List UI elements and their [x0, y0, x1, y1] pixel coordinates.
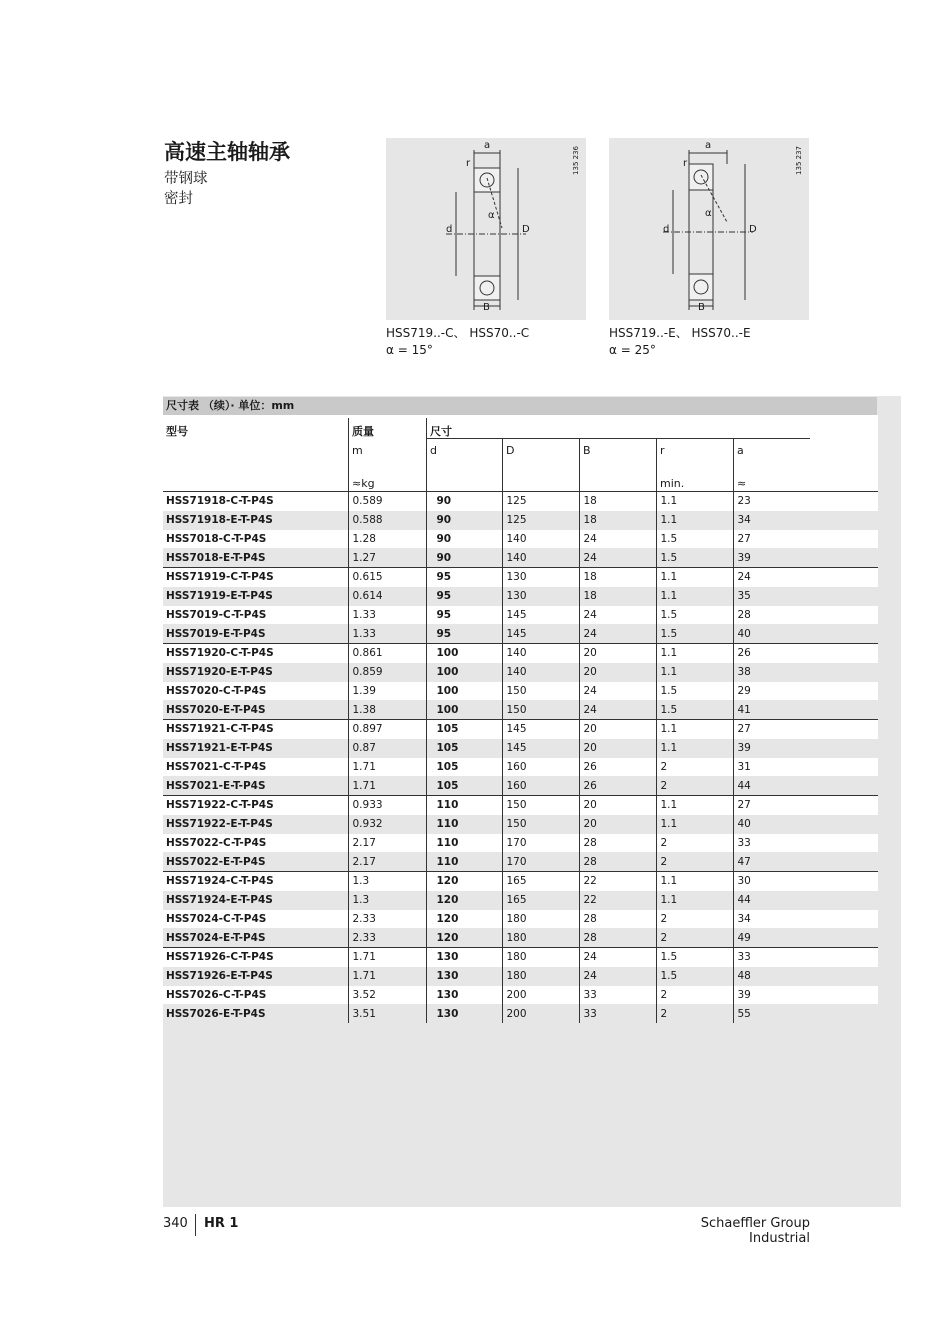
- cell-outer-D: 170: [502, 834, 579, 853]
- cell-width-B: 20: [579, 739, 656, 758]
- cell-bore-d: 100: [426, 644, 502, 663]
- col-divider: [502, 438, 503, 492]
- cell-radius-r: 1.1: [656, 796, 733, 815]
- cell-radius-r: 1.5: [656, 967, 733, 986]
- table-row: [163, 682, 878, 701]
- dimension-label-alpha: α: [488, 210, 495, 221]
- table-row: [163, 815, 878, 834]
- table-row: [163, 568, 878, 587]
- figure-number: 135 236: [572, 146, 580, 175]
- cell-radius-r: 1.5: [656, 548, 733, 567]
- cell-width-B: 22: [579, 872, 656, 891]
- cell-pressure-point-a: 39: [733, 739, 878, 758]
- cell-designation: HSS71918-C-T-P4S: [163, 492, 348, 511]
- table-row: [163, 872, 878, 891]
- cell-width-B: 24: [579, 700, 656, 719]
- cell-outer-D: 180: [502, 928, 579, 947]
- cell-bore-d: 90: [426, 492, 502, 511]
- cell-pressure-point-a: 33: [733, 834, 878, 853]
- cell-pressure-point-a: 47: [733, 852, 878, 871]
- cell-outer-D: 140: [502, 530, 579, 549]
- cell-designation: HSS71924-C-T-P4S: [163, 872, 348, 891]
- cell-outer-D: 140: [502, 663, 579, 682]
- cell-width-B: 18: [579, 492, 656, 511]
- cell-mass: 0.859: [348, 663, 426, 682]
- cell-bore-d: 90: [426, 548, 502, 567]
- cell-bore-d: 110: [426, 852, 502, 871]
- cell-outer-D: 170: [502, 852, 579, 871]
- cell-width-B: 24: [579, 530, 656, 549]
- cell-mass: 1.71: [348, 758, 426, 777]
- header-a: a: [737, 444, 744, 457]
- table-row: [163, 644, 878, 663]
- cell-designation: HSS71921-E-T-P4S: [163, 739, 348, 758]
- cell-bore-d: 100: [426, 663, 502, 682]
- bearing-figure-c: [386, 138, 586, 320]
- page-title: 高速主轴轴承: [164, 140, 290, 164]
- cell-mass: 1.71: [348, 948, 426, 967]
- cell-width-B: 20: [579, 796, 656, 815]
- cell-radius-r: 2: [656, 776, 733, 795]
- cell-designation: HSS7021-C-T-P4S: [163, 758, 348, 777]
- cell-pressure-point-a: 28: [733, 606, 878, 625]
- cell-bore-d: 110: [426, 796, 502, 815]
- cell-outer-D: 200: [502, 986, 579, 1005]
- cell-radius-r: 2: [656, 1004, 733, 1023]
- table-row: [163, 758, 878, 777]
- cell-radius-r: 2: [656, 986, 733, 1005]
- cell-designation: HSS7024-E-T-P4S: [163, 928, 348, 947]
- cell-mass: 0.588: [348, 511, 426, 530]
- table-row: [163, 624, 878, 643]
- cell-outer-D: 125: [502, 511, 579, 530]
- cell-outer-D: 165: [502, 891, 579, 910]
- dimension-label-a: a: [705, 140, 712, 151]
- cell-width-B: 26: [579, 776, 656, 795]
- cell-pressure-point-a: 41: [733, 700, 878, 719]
- cell-mass: 1.3: [348, 891, 426, 910]
- dimension-label-d: d: [446, 224, 453, 235]
- cell-outer-D: 145: [502, 606, 579, 625]
- cell-designation: HSS71919-E-T-P4S: [163, 587, 348, 606]
- cell-bore-d: 110: [426, 815, 502, 834]
- cell-outer-D: 180: [502, 948, 579, 967]
- cell-radius-r: 1.5: [656, 700, 733, 719]
- cell-mass: 0.614: [348, 587, 426, 606]
- cell-outer-D: 165: [502, 872, 579, 891]
- cell-width-B: 20: [579, 720, 656, 739]
- footer-separator: [195, 1214, 196, 1236]
- table-row: [163, 776, 878, 795]
- cell-pressure-point-a: 27: [733, 796, 878, 815]
- cell-mass: 0.589: [348, 492, 426, 511]
- cell-width-B: 18: [579, 587, 656, 606]
- cell-designation: HSS7022-C-T-P4S: [163, 834, 348, 853]
- table-row: [163, 606, 878, 625]
- table-body: [163, 492, 878, 1023]
- cell-width-B: 28: [579, 852, 656, 871]
- cell-mass: 1.28: [348, 530, 426, 549]
- cell-radius-r: 2: [656, 758, 733, 777]
- header-r: r: [660, 444, 665, 457]
- cell-pressure-point-a: 26: [733, 644, 878, 663]
- cell-outer-D: 130: [502, 568, 579, 587]
- dimension-label-D-outer: D: [749, 224, 757, 235]
- cell-mass: 1.27: [348, 548, 426, 567]
- cell-designation: HSS7026-C-T-P4S: [163, 986, 348, 1005]
- cell-width-B: 28: [579, 910, 656, 929]
- cell-radius-r: 1.1: [656, 644, 733, 663]
- header-designation: 型号: [166, 425, 188, 438]
- table-header: [163, 415, 878, 492]
- cell-bore-d: 95: [426, 606, 502, 625]
- cell-outer-D: 140: [502, 644, 579, 663]
- figure-caption-e: HSS719..-E、 HSS70..-E: [609, 326, 751, 340]
- cell-bore-d: 90: [426, 511, 502, 530]
- cell-bore-d: 130: [426, 1004, 502, 1023]
- cell-mass: 2.17: [348, 852, 426, 871]
- cell-pressure-point-a: 35: [733, 587, 878, 606]
- cell-mass: 1.3: [348, 872, 426, 891]
- bearing-cross-section-c: [386, 138, 586, 320]
- cell-bore-d: 105: [426, 776, 502, 795]
- cell-designation: HSS71919-C-T-P4S: [163, 568, 348, 587]
- col-divider: [348, 418, 349, 492]
- cell-designation: HSS71926-C-T-P4S: [163, 948, 348, 967]
- cell-width-B: 22: [579, 891, 656, 910]
- cell-outer-D: 150: [502, 682, 579, 701]
- cell-radius-r: 1.1: [656, 511, 733, 530]
- cell-width-B: 28: [579, 834, 656, 853]
- cell-bore-d: 120: [426, 910, 502, 929]
- dimension-label-a: a: [484, 140, 491, 151]
- cell-radius-r: 2: [656, 910, 733, 929]
- cell-designation: HSS71926-E-T-P4S: [163, 967, 348, 986]
- cell-bore-d: 105: [426, 739, 502, 758]
- table-caption: 尺寸表 （续）· 单位：mm: [163, 397, 877, 415]
- cell-mass: 2.33: [348, 928, 426, 947]
- page-subtitle-steel-balls: 带钢球: [164, 171, 208, 187]
- table-row: [163, 663, 878, 682]
- cell-designation: HSS7020-C-T-P4S: [163, 682, 348, 701]
- cell-radius-r: 2: [656, 852, 733, 871]
- table-row: [163, 720, 878, 739]
- header-d: d: [430, 444, 437, 457]
- cell-radius-r: 1.1: [656, 492, 733, 511]
- cell-mass: 1.38: [348, 700, 426, 719]
- cell-radius-r: 1.5: [656, 530, 733, 549]
- cell-designation: HSS7026-E-T-P4S: [163, 1004, 348, 1023]
- table-row: [163, 739, 878, 758]
- section-label: HR 1: [204, 1216, 239, 1231]
- cell-mass: 1.33: [348, 606, 426, 625]
- cell-outer-D: 160: [502, 776, 579, 795]
- table-row: [163, 530, 878, 549]
- cell-designation: HSS7024-C-T-P4S: [163, 910, 348, 929]
- header-D: D: [506, 444, 515, 457]
- bearing-figure-e: [609, 138, 809, 320]
- cell-radius-r: 2: [656, 834, 733, 853]
- cell-radius-r: 1.1: [656, 663, 733, 682]
- cell-bore-d: 130: [426, 948, 502, 967]
- cell-mass: 2.33: [348, 910, 426, 929]
- col-divider: [579, 438, 580, 492]
- cell-pressure-point-a: 23: [733, 492, 878, 511]
- header-divider: [426, 438, 810, 439]
- cell-pressure-point-a: 38: [733, 663, 878, 682]
- cell-designation: HSS71922-C-T-P4S: [163, 796, 348, 815]
- cell-designation: HSS71921-C-T-P4S: [163, 720, 348, 739]
- cell-pressure-point-a: 29: [733, 682, 878, 701]
- dimension-label-D-outer: D: [522, 224, 530, 235]
- cell-mass: 1.39: [348, 682, 426, 701]
- cell-bore-d: 95: [426, 568, 502, 587]
- table-row: [163, 587, 878, 606]
- cell-bore-d: 100: [426, 682, 502, 701]
- cell-mass: 1.71: [348, 967, 426, 986]
- cell-designation: HSS7019-C-T-P4S: [163, 606, 348, 625]
- cell-mass: 0.615: [348, 568, 426, 587]
- cell-bore-d: 95: [426, 624, 502, 643]
- table-row: [163, 511, 878, 530]
- header-a-approx: ≈: [737, 477, 747, 490]
- cell-outer-D: 150: [502, 815, 579, 834]
- header-dimensions: 尺寸: [430, 425, 452, 438]
- dimension-label-B: B: [483, 302, 490, 313]
- cell-outer-D: 145: [502, 624, 579, 643]
- cell-bore-d: 100: [426, 700, 502, 719]
- cell-designation: HSS71920-C-T-P4S: [163, 644, 348, 663]
- cell-outer-D: 145: [502, 739, 579, 758]
- cell-designation: HSS71922-E-T-P4S: [163, 815, 348, 834]
- table-row: [163, 928, 878, 947]
- figure-angle-c: α = 15°: [386, 343, 433, 357]
- cell-bore-d: 130: [426, 967, 502, 986]
- cell-mass: 0.87: [348, 739, 426, 758]
- col-divider: [656, 438, 657, 492]
- cell-width-B: 24: [579, 967, 656, 986]
- cell-pressure-point-a: 49: [733, 928, 878, 947]
- cell-radius-r: 2: [656, 928, 733, 947]
- header-mass: 质量: [352, 425, 374, 438]
- cell-pressure-point-a: 40: [733, 815, 878, 834]
- cell-bore-d: 105: [426, 720, 502, 739]
- cell-pressure-point-a: 30: [733, 872, 878, 891]
- table-row: [163, 852, 878, 871]
- publisher: Schaeffler Group Industrial: [700, 1216, 810, 1246]
- cell-bore-d: 90: [426, 530, 502, 549]
- header-mass-symbol: m: [352, 444, 363, 457]
- cell-radius-r: 1.5: [656, 682, 733, 701]
- cell-outer-D: 150: [502, 796, 579, 815]
- cell-radius-r: 1.1: [656, 568, 733, 587]
- header-B: B: [583, 444, 591, 457]
- figure-caption-c: HSS719..-C、 HSS70..-C: [386, 326, 530, 340]
- dimension-label-r: r: [683, 158, 688, 169]
- cell-radius-r: 1.5: [656, 606, 733, 625]
- page-subtitle-sealed: 密封: [164, 191, 193, 207]
- cell-width-B: 24: [579, 606, 656, 625]
- table-row: [163, 1004, 878, 1023]
- cell-width-B: 33: [579, 1004, 656, 1023]
- cell-outer-D: 150: [502, 700, 579, 719]
- cell-pressure-point-a: 24: [733, 568, 878, 587]
- header-r-min: min.: [660, 477, 685, 490]
- cell-mass: 2.17: [348, 834, 426, 853]
- cell-width-B: 24: [579, 682, 656, 701]
- cell-width-B: 20: [579, 815, 656, 834]
- cell-pressure-point-a: 39: [733, 548, 878, 567]
- cell-width-B: 33: [579, 986, 656, 1005]
- table-row: [163, 967, 878, 986]
- cell-pressure-point-a: 39: [733, 986, 878, 1005]
- table-row: [163, 796, 878, 815]
- dimension-label-alpha: α: [705, 208, 712, 219]
- cell-outer-D: 125: [502, 492, 579, 511]
- cell-width-B: 24: [579, 624, 656, 643]
- cell-outer-D: 140: [502, 548, 579, 567]
- cell-radius-r: 1.1: [656, 739, 733, 758]
- cell-designation: HSS7018-E-T-P4S: [163, 548, 348, 567]
- cell-designation: HSS71918-E-T-P4S: [163, 511, 348, 530]
- bearing-cross-section-e: [609, 138, 809, 320]
- dimension-label-r: r: [466, 158, 471, 169]
- cell-pressure-point-a: 33: [733, 948, 878, 967]
- cell-mass: 0.933: [348, 796, 426, 815]
- figure-angle-e: α = 25°: [609, 343, 656, 357]
- table-row: [163, 910, 878, 929]
- table-row: [163, 548, 878, 567]
- cell-designation: HSS71924-E-T-P4S: [163, 891, 348, 910]
- cell-radius-r: 1.1: [656, 587, 733, 606]
- cell-bore-d: 120: [426, 872, 502, 891]
- cell-outer-D: 180: [502, 910, 579, 929]
- cell-bore-d: 120: [426, 891, 502, 910]
- cell-radius-r: 1.1: [656, 815, 733, 834]
- cell-designation: HSS7022-E-T-P4S: [163, 852, 348, 871]
- table-row: [163, 834, 878, 853]
- cell-width-B: 20: [579, 644, 656, 663]
- table-row: [163, 891, 878, 910]
- col-divider: [426, 418, 427, 492]
- cell-width-B: 24: [579, 948, 656, 967]
- cell-bore-d: 95: [426, 587, 502, 606]
- dimension-label-d: d: [663, 224, 670, 235]
- dimension-label-B: B: [698, 302, 705, 313]
- cell-bore-d: 130: [426, 986, 502, 1005]
- cell-mass: 1.33: [348, 624, 426, 643]
- cell-bore-d: 105: [426, 758, 502, 777]
- cell-width-B: 20: [579, 663, 656, 682]
- cell-designation: HSS7018-C-T-P4S: [163, 530, 348, 549]
- cell-designation: HSS71920-E-T-P4S: [163, 663, 348, 682]
- cell-width-B: 18: [579, 511, 656, 530]
- cell-radius-r: 1.5: [656, 624, 733, 643]
- table-row: [163, 948, 878, 967]
- cell-mass: 0.861: [348, 644, 426, 663]
- cell-width-B: 24: [579, 548, 656, 567]
- cell-designation: HSS7019-E-T-P4S: [163, 624, 348, 643]
- cell-pressure-point-a: 34: [733, 910, 878, 929]
- cell-outer-D: 200: [502, 1004, 579, 1023]
- cell-pressure-point-a: 27: [733, 720, 878, 739]
- cell-pressure-point-a: 48: [733, 967, 878, 986]
- cell-mass: 1.71: [348, 776, 426, 795]
- cell-radius-r: 1.1: [656, 720, 733, 739]
- cell-mass: 0.897: [348, 720, 426, 739]
- cell-pressure-point-a: 31: [733, 758, 878, 777]
- cell-pressure-point-a: 40: [733, 624, 878, 643]
- cell-designation: HSS7020-E-T-P4S: [163, 700, 348, 719]
- header-mass-unit: ≈kg: [352, 477, 375, 490]
- cell-pressure-point-a: 55: [733, 1004, 878, 1023]
- cell-radius-r: 1.5: [656, 948, 733, 967]
- col-divider: [733, 438, 734, 492]
- cell-radius-r: 1.1: [656, 872, 733, 891]
- cell-designation: HSS7021-E-T-P4S: [163, 776, 348, 795]
- cell-pressure-point-a: 34: [733, 511, 878, 530]
- dimension-table: [163, 492, 878, 1023]
- cell-outer-D: 160: [502, 758, 579, 777]
- table-row: [163, 986, 878, 1005]
- cell-mass: 3.51: [348, 1004, 426, 1023]
- cell-pressure-point-a: 44: [733, 891, 878, 910]
- cell-outer-D: 130: [502, 587, 579, 606]
- cell-radius-r: 1.1: [656, 891, 733, 910]
- figure-number: 135 237: [795, 146, 803, 175]
- cell-bore-d: 110: [426, 834, 502, 853]
- table-row: [163, 492, 878, 511]
- cell-pressure-point-a: 27: [733, 530, 878, 549]
- cell-mass: 3.52: [348, 986, 426, 1005]
- cell-outer-D: 180: [502, 967, 579, 986]
- cell-mass: 0.932: [348, 815, 426, 834]
- cell-width-B: 28: [579, 928, 656, 947]
- cell-outer-D: 145: [502, 720, 579, 739]
- table-row: [163, 700, 878, 719]
- cell-pressure-point-a: 44: [733, 776, 878, 795]
- page-number: 340: [163, 1216, 188, 1231]
- cell-width-B: 26: [579, 758, 656, 777]
- cell-width-B: 18: [579, 568, 656, 587]
- cell-bore-d: 120: [426, 928, 502, 947]
